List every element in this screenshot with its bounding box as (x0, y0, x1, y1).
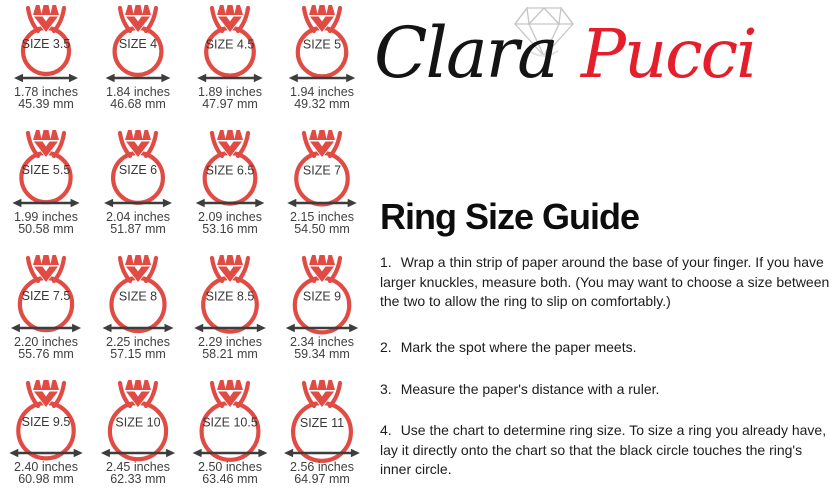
ring-size-cell (92, 375, 184, 500)
size-label: SIZE 10.5 (202, 415, 258, 430)
size-label: SIZE 5 (302, 37, 342, 52)
ring-band (112, 278, 165, 331)
measurement-inches: 2.50 inches (198, 460, 262, 474)
instruction-text: Use the chart to determine ring size. To size a ring you already have, lay it directly onto the chart so that the black circle touches the ring's inner circle. (380, 422, 827, 477)
ring-illustration (0, 0, 92, 88)
ring-illustration (276, 0, 368, 88)
ring-size-cell (276, 250, 368, 375)
ring-size-cell (92, 0, 184, 125)
measurement-mm: 49.32 mm (294, 96, 350, 111)
measurement-mm: 55.76 mm (18, 346, 74, 361)
ring-illustration (0, 125, 92, 213)
size-label: SIZE 9 (302, 289, 342, 304)
ring-illustration (184, 375, 276, 463)
instruction-text: Mark the spot where the paper meets. (400, 339, 637, 355)
size-label: SIZE 3.5 (21, 36, 71, 51)
ring-illustration (276, 250, 368, 338)
ring-size-cell (0, 125, 92, 250)
ring-measurement (0, 212, 92, 235)
size-label: SIZE 5.5 (21, 163, 71, 177)
ring-illustration (92, 125, 184, 213)
ring-size-grid (0, 0, 368, 501)
instruction-number: 4. (380, 422, 392, 438)
measurement-inches: 2.34 inches (290, 335, 354, 349)
ring-band (115, 28, 162, 75)
measurement-mm: 63.46 mm (202, 471, 258, 486)
diamond-gem-icon (212, 130, 248, 157)
ring-illustration (92, 0, 184, 88)
ring-band (205, 153, 256, 204)
size-label: SIZE 4 (118, 37, 158, 52)
measurement-mm: 51.87 mm (110, 221, 166, 236)
ring-measurement (0, 462, 92, 485)
measurement-mm: 64.97 mm (294, 471, 350, 486)
ring-measurement (184, 87, 276, 110)
measurement-inches: 1.84 inches (106, 85, 170, 99)
ring-illustration (276, 375, 368, 463)
ring-size-cell (184, 375, 276, 500)
size-label: SIZE 6 (118, 163, 158, 178)
ring-measurement (184, 462, 276, 485)
ring-size-cell (0, 250, 92, 375)
instruction-text: Measure the paper's distance with a ruler. (400, 381, 660, 397)
ring-illustration (184, 125, 276, 213)
instruction-item (380, 421, 832, 480)
ring-band (20, 278, 72, 330)
size-label: SIZE 8.5 (205, 289, 255, 304)
measurement-mm: 47.97 mm (202, 96, 258, 111)
ring-measurement (92, 462, 184, 485)
ring-size-cell (184, 250, 276, 375)
diamond-gem-icon (212, 5, 248, 32)
ring-measurement (92, 337, 184, 360)
ring-size-cell (0, 375, 92, 500)
measurement-inches: 1.78 inches (14, 85, 78, 99)
ring-illustration (184, 250, 276, 338)
ring-measurement (184, 337, 276, 360)
ring-illustration (0, 375, 92, 463)
ring-size-cell (0, 0, 92, 125)
ring-measurement (92, 212, 184, 235)
ring-band (206, 28, 254, 76)
measurement-inches: 1.89 inches (198, 85, 262, 99)
measurement-mm: 62.33 mm (110, 471, 166, 486)
ring-measurement (92, 87, 184, 110)
ring-measurement (276, 462, 368, 485)
measurement-mm: 53.16 mm (202, 221, 258, 236)
ring-illustration (276, 125, 368, 213)
diameter-arrow (284, 449, 360, 457)
diamond-gem-icon (304, 380, 340, 407)
ring-size-cell (276, 125, 368, 250)
ring-size-cell (276, 375, 368, 500)
ring-measurement (184, 212, 276, 235)
diamond-gem-icon (28, 130, 64, 157)
ring-band (110, 403, 166, 459)
ring-size-cell (92, 250, 184, 375)
size-label: SIZE 10 (115, 415, 161, 430)
measurement-inches: 2.25 inches (106, 335, 170, 349)
ring-measurement (0, 87, 92, 110)
size-label: SIZE 4.5 (205, 37, 255, 52)
guide-heading: Ring Size Guide (380, 196, 640, 237)
diameter-arrow (12, 199, 79, 207)
ring-band (202, 403, 259, 460)
brand-wordmark (374, 12, 756, 94)
brand-name-clara: Clara (374, 12, 557, 94)
measurement-inches: 2.15 inches (290, 210, 354, 224)
measurement-mm: 54.50 mm (294, 221, 350, 236)
instruction-number: 2. (380, 339, 392, 355)
diamond-gem-icon (120, 255, 156, 282)
diamond-gem-icon (120, 380, 156, 407)
measurement-mm: 57.15 mm (110, 346, 166, 361)
measurement-inches: 2.04 inches (106, 210, 170, 224)
measurement-inches: 1.94 inches (290, 85, 354, 99)
diamond-gem-icon (304, 130, 340, 157)
diameter-arrow (9, 449, 82, 457)
ring-band (203, 278, 257, 332)
ring-band (296, 153, 347, 204)
diameter-arrow (101, 449, 175, 457)
size-label: SIZE 9.5 (21, 415, 71, 429)
ring-illustration (0, 250, 92, 338)
diamond-gem-icon (304, 255, 340, 282)
measurement-inches: 2.40 inches (14, 460, 78, 474)
instruction-item (380, 380, 832, 400)
diamond-gem-icon (120, 130, 156, 157)
diameter-arrow (193, 449, 268, 457)
size-label: SIZE 8 (118, 289, 158, 304)
ring-illustration (184, 0, 276, 88)
brand-logo (374, 0, 834, 100)
size-label: SIZE 7.5 (21, 289, 71, 303)
measurement-mm: 59.34 mm (294, 346, 350, 361)
size-label: SIZE 6.5 (205, 163, 255, 178)
brand-name-pucci: Pucci (580, 15, 756, 93)
ring-band (23, 28, 69, 74)
measurement-mm: 45.39 mm (18, 96, 74, 111)
ring-size-cell (92, 125, 184, 250)
diamond-gem-icon (28, 380, 64, 407)
measurement-inches: 2.56 inches (290, 460, 354, 474)
diamond-gem-icon (28, 255, 64, 282)
ring-measurement (0, 337, 92, 360)
measurement-inches: 2.09 inches (198, 210, 262, 224)
ring-size-cell (184, 125, 276, 250)
instruction-text: Wrap a thin strip of paper around the base of your finger. If you have larger knuckles, measure both. (You may want to choose a size between the two to allow the ring to slip on comfortably.) (380, 254, 830, 309)
measurement-inches: 2.29 inches (198, 335, 262, 349)
measurement-mm: 60.98 mm (18, 471, 74, 486)
ring-band (295, 278, 349, 332)
ring-band (298, 28, 346, 76)
ring-measurement (276, 337, 368, 360)
measurement-mm: 58.21 mm (202, 346, 258, 361)
measurement-inches: 2.45 inches (106, 460, 170, 474)
instruction-number: 3. (380, 381, 392, 397)
size-label: SIZE 11 (299, 415, 345, 430)
instruction-number: 1. (380, 254, 392, 270)
instruction-item (380, 253, 832, 312)
diameter-arrow (196, 199, 265, 207)
measurement-mm: 50.58 mm (18, 221, 74, 236)
diamond-gem-icon (28, 5, 64, 32)
ring-illustration (92, 375, 184, 463)
measurement-mm: 46.68 mm (110, 96, 166, 111)
ring-band (21, 153, 70, 202)
ring-size-cell (276, 0, 368, 125)
measurement-inches: 1.99 inches (14, 210, 78, 224)
ring-measurement (276, 212, 368, 235)
ring-band (18, 403, 73, 458)
ring-size-cell (184, 0, 276, 125)
ring-measurement (276, 87, 368, 110)
measurement-inches: 2.20 inches (14, 335, 78, 349)
ring-illustration (92, 250, 184, 338)
diamond-gem-icon (212, 380, 248, 407)
size-label: SIZE 7 (302, 163, 342, 178)
ring-band (113, 153, 163, 203)
instruction-item (380, 338, 832, 358)
diamond-gem-icon (304, 5, 340, 32)
diameter-arrow (104, 199, 172, 207)
diamond-gem-icon (120, 5, 156, 32)
diamond-gem-icon (212, 255, 248, 282)
